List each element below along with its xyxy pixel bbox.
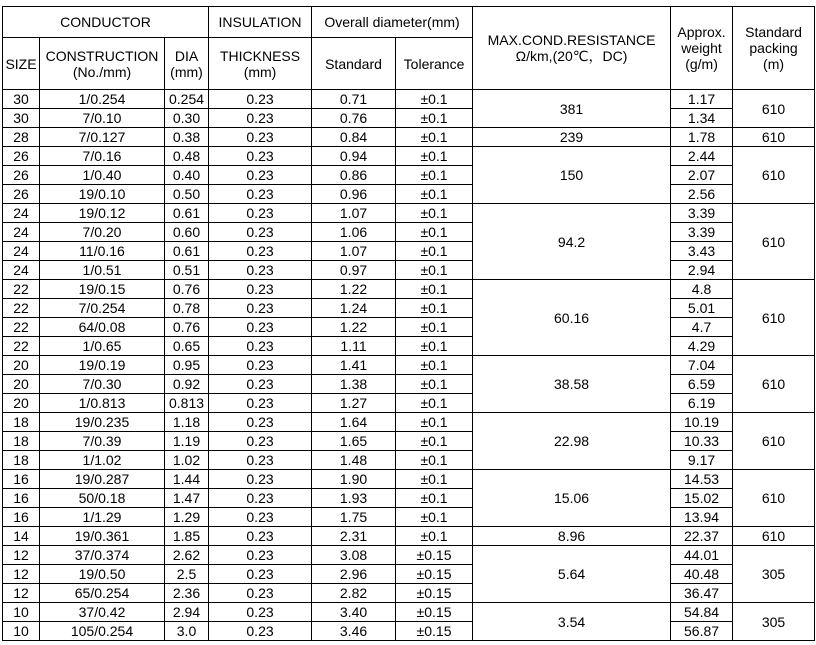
dia-cell: 0.813 xyxy=(165,394,209,413)
weight-cell: 14.53 xyxy=(671,470,733,489)
standard-cell: 1.38 xyxy=(312,375,396,394)
construction-cell: 19/0.361 xyxy=(40,527,165,546)
dia-cell: 0.65 xyxy=(165,337,209,356)
standard-cell: 1.41 xyxy=(312,356,396,375)
tolerance-cell: ±0.1 xyxy=(396,261,473,280)
thickness-cell: 0.23 xyxy=(209,166,312,185)
tolerance-cell: ±0.1 xyxy=(396,128,473,147)
packing-cell: 610 xyxy=(733,527,815,546)
resistance-cell: 8.96 xyxy=(473,527,671,546)
construction-cell: 37/0.42 xyxy=(40,603,165,622)
weight-cell: 5.01 xyxy=(671,299,733,318)
dia-cell: 2.36 xyxy=(165,584,209,603)
table-row xyxy=(3,204,815,223)
thickness-cell: 0.23 xyxy=(209,109,312,128)
tolerance-cell: ±0.1 xyxy=(396,356,473,375)
weight-cell: 15.02 xyxy=(671,489,733,508)
tolerance-cell: ±0.1 xyxy=(396,375,473,394)
size-cell: 16 xyxy=(3,489,40,508)
tolerance-cell: ±0.1 xyxy=(396,489,473,508)
packing-cell: 305 xyxy=(733,603,815,641)
thickness-cell: 0.23 xyxy=(209,489,312,508)
standard-cell: 1.27 xyxy=(312,394,396,413)
standard-cell: 0.71 xyxy=(312,90,396,109)
packing-header-line3: (m) xyxy=(763,56,785,72)
table-row xyxy=(3,432,815,451)
size-cell: 22 xyxy=(3,318,40,337)
resistance-cell: 239 xyxy=(473,128,671,147)
standard-cell: 3.08 xyxy=(312,546,396,565)
construction-cell: 7/0.127 xyxy=(40,128,165,147)
thickness-cell: 0.23 xyxy=(209,451,312,470)
resistance-cell: 150 xyxy=(473,147,671,204)
table-row xyxy=(3,356,815,375)
construction-cell: 7/0.20 xyxy=(40,223,165,242)
dia-cell: 1.85 xyxy=(165,527,209,546)
dia-cell: 0.40 xyxy=(165,166,209,185)
weight-header xyxy=(671,7,733,90)
insulation-header: INSULATION xyxy=(209,7,312,38)
weight-cell: 7.04 xyxy=(671,356,733,375)
construction-cell: 7/0.30 xyxy=(40,375,165,394)
standard-cell: 1.24 xyxy=(312,299,396,318)
dia-cell: 2.62 xyxy=(165,546,209,565)
thickness-cell: 0.23 xyxy=(209,565,312,584)
packing-cell: 610 xyxy=(733,356,815,413)
overall-diameter-header: Overall diameter(mm) xyxy=(312,7,473,38)
construction-cell: 37/0.374 xyxy=(40,546,165,565)
thickness-cell: 0.23 xyxy=(209,546,312,565)
dia-cell: 1.19 xyxy=(165,432,209,451)
dia-cell: 0.61 xyxy=(165,204,209,223)
dia-cell: 0.95 xyxy=(165,356,209,375)
dia-cell: 1.29 xyxy=(165,508,209,527)
standard-cell: 0.96 xyxy=(312,185,396,204)
thickness-cell: 0.23 xyxy=(209,375,312,394)
construction-cell: 50/0.18 xyxy=(40,489,165,508)
dia-cell: 2.5 xyxy=(165,565,209,584)
size-cell: 18 xyxy=(3,451,40,470)
thickness-header xyxy=(209,38,312,90)
construction-cell: 19/0.10 xyxy=(40,185,165,204)
tolerance-cell: ±0.1 xyxy=(396,242,473,261)
dia-cell: 0.254 xyxy=(165,90,209,109)
dia-cell: 0.38 xyxy=(165,128,209,147)
standard-cell: 0.97 xyxy=(312,261,396,280)
table-row xyxy=(3,223,815,242)
tolerance-cell: ±0.1 xyxy=(396,451,473,470)
thickness-cell: 0.23 xyxy=(209,242,312,261)
weight-header-line2: weight xyxy=(681,40,722,56)
cable-spec-table xyxy=(2,6,815,641)
construction-cell: 7/0.254 xyxy=(40,299,165,318)
table-row xyxy=(3,489,815,508)
weight-cell: 3.39 xyxy=(671,204,733,223)
size-cell: 12 xyxy=(3,565,40,584)
weight-cell: 4.7 xyxy=(671,318,733,337)
table-row xyxy=(3,318,815,337)
dia-cell: 0.48 xyxy=(165,147,209,166)
size-cell: 12 xyxy=(3,584,40,603)
dia-cell: 0.50 xyxy=(165,185,209,204)
dia-header-line1: DIA xyxy=(174,47,199,64)
standard-cell: 0.94 xyxy=(312,147,396,166)
weight-cell: 10.33 xyxy=(671,432,733,451)
thickness-cell: 0.23 xyxy=(209,470,312,489)
resistance-cell: 381 xyxy=(473,90,671,128)
construction-cell: 7/0.39 xyxy=(40,432,165,451)
weight-cell: 40.48 xyxy=(671,565,733,584)
weight-cell: 3.39 xyxy=(671,223,733,242)
thickness-cell: 0.23 xyxy=(209,622,312,641)
tolerance-cell: ±0.1 xyxy=(396,90,473,109)
standard-header: Standard xyxy=(312,38,396,90)
weight-cell: 1.17 xyxy=(671,90,733,109)
resistance-cell: 5.64 xyxy=(473,546,671,603)
tolerance-cell: ±0.1 xyxy=(396,299,473,318)
construction-cell: 19/0.19 xyxy=(40,356,165,375)
tolerance-cell: ±0.15 xyxy=(396,622,473,641)
thickness-cell: 0.23 xyxy=(209,603,312,622)
weight-cell: 54.84 xyxy=(671,603,733,622)
dia-cell: 0.60 xyxy=(165,223,209,242)
table-row xyxy=(3,527,815,546)
standard-cell: 1.90 xyxy=(312,470,396,489)
table-row xyxy=(3,375,815,394)
standard-cell: 1.07 xyxy=(312,204,396,223)
dia-cell: 0.76 xyxy=(165,318,209,337)
weight-cell: 2.56 xyxy=(671,185,733,204)
standard-cell: 1.75 xyxy=(312,508,396,527)
size-cell: 18 xyxy=(3,432,40,451)
size-cell: 26 xyxy=(3,166,40,185)
thickness-cell: 0.23 xyxy=(209,204,312,223)
construction-cell: 105/0.254 xyxy=(40,622,165,641)
dia-cell: 0.61 xyxy=(165,242,209,261)
weight-cell: 4.29 xyxy=(671,337,733,356)
construction-cell: 19/0.235 xyxy=(40,413,165,432)
construction-cell: 19/0.287 xyxy=(40,470,165,489)
weight-cell: 22.37 xyxy=(671,527,733,546)
size-cell: 20 xyxy=(3,375,40,394)
resistance-cell: 3.54 xyxy=(473,603,671,641)
resistance-header xyxy=(473,7,671,90)
thickness-cell: 0.23 xyxy=(209,432,312,451)
table-row xyxy=(3,337,815,356)
tolerance-cell: ±0.1 xyxy=(396,527,473,546)
size-cell: 12 xyxy=(3,546,40,565)
tolerance-cell: ±0.1 xyxy=(396,508,473,527)
standard-cell: 1.22 xyxy=(312,318,396,337)
standard-cell: 1.22 xyxy=(312,280,396,299)
size-cell: 28 xyxy=(3,128,40,147)
standard-cell: 2.82 xyxy=(312,584,396,603)
standard-cell: 2.31 xyxy=(312,527,396,546)
standard-cell: 1.07 xyxy=(312,242,396,261)
thickness-cell: 0.23 xyxy=(209,261,312,280)
construction-cell: 7/0.16 xyxy=(40,147,165,166)
packing-cell: 610 xyxy=(733,413,815,470)
resistance-cell: 15.06 xyxy=(473,470,671,527)
weight-cell: 1.78 xyxy=(671,128,733,147)
table-row xyxy=(3,603,815,622)
packing-cell: 610 xyxy=(733,147,815,204)
weight-cell: 9.17 xyxy=(671,451,733,470)
dia-cell: 0.76 xyxy=(165,280,209,299)
construction-header-line1: CONSTRUCTION xyxy=(45,47,159,64)
resistance-cell: 60.16 xyxy=(473,280,671,356)
thickness-header-line2: (mm) xyxy=(243,63,277,80)
tolerance-cell: ±0.1 xyxy=(396,185,473,204)
dia-cell: 1.18 xyxy=(165,413,209,432)
table-row xyxy=(3,470,815,489)
size-cell: 10 xyxy=(3,622,40,641)
tolerance-cell: ±0.1 xyxy=(396,223,473,242)
construction-cell: 65/0.254 xyxy=(40,584,165,603)
resistance-cell: 94.2 xyxy=(473,204,671,280)
thickness-cell: 0.23 xyxy=(209,185,312,204)
weight-cell: 44.01 xyxy=(671,546,733,565)
table-row xyxy=(3,147,815,166)
size-header: SIZE xyxy=(3,38,40,90)
table-body xyxy=(3,90,815,641)
thickness-cell: 0.23 xyxy=(209,337,312,356)
size-cell: 14 xyxy=(3,527,40,546)
weight-cell: 2.94 xyxy=(671,261,733,280)
packing-cell: 610 xyxy=(733,90,815,128)
standard-cell: 3.40 xyxy=(312,603,396,622)
dia-cell: 3.0 xyxy=(165,622,209,641)
tolerance-cell: ±0.15 xyxy=(396,584,473,603)
construction-cell: 7/0.10 xyxy=(40,109,165,128)
table-row xyxy=(3,394,815,413)
construction-cell: 19/0.12 xyxy=(40,204,165,223)
table-row xyxy=(3,299,815,318)
weight-cell: 10.19 xyxy=(671,413,733,432)
weight-cell: 2.44 xyxy=(671,147,733,166)
thickness-cell: 0.23 xyxy=(209,147,312,166)
tolerance-cell: ±0.1 xyxy=(396,166,473,185)
tolerance-cell: ±0.1 xyxy=(396,394,473,413)
weight-cell: 13.94 xyxy=(671,508,733,527)
dia-cell: 1.02 xyxy=(165,451,209,470)
standard-cell: 1.48 xyxy=(312,451,396,470)
resistance-cell: 22.98 xyxy=(473,413,671,470)
thickness-cell: 0.23 xyxy=(209,90,312,109)
weight-cell: 36.47 xyxy=(671,584,733,603)
construction-cell: 1/0.813 xyxy=(40,394,165,413)
size-cell: 10 xyxy=(3,603,40,622)
table-row xyxy=(3,109,815,128)
construction-cell: 1/0.65 xyxy=(40,337,165,356)
table-row xyxy=(3,261,815,280)
standard-cell: 1.65 xyxy=(312,432,396,451)
construction-header xyxy=(40,38,165,90)
tolerance-cell: ±0.1 xyxy=(396,337,473,356)
weight-cell: 6.59 xyxy=(671,375,733,394)
weight-cell: 56.87 xyxy=(671,622,733,641)
size-cell: 26 xyxy=(3,147,40,166)
standard-cell: 0.86 xyxy=(312,166,396,185)
packing-cell: 610 xyxy=(733,470,815,527)
construction-cell: 1/1.29 xyxy=(40,508,165,527)
tolerance-cell: ±0.1 xyxy=(396,413,473,432)
dia-cell: 0.78 xyxy=(165,299,209,318)
size-cell: 24 xyxy=(3,204,40,223)
size-cell: 20 xyxy=(3,394,40,413)
construction-cell: 64/0.08 xyxy=(40,318,165,337)
tolerance-cell: ±0.15 xyxy=(396,565,473,584)
weight-cell: 2.07 xyxy=(671,166,733,185)
size-cell: 18 xyxy=(3,413,40,432)
thickness-cell: 0.23 xyxy=(209,299,312,318)
construction-cell: 11/0.16 xyxy=(40,242,165,261)
size-cell: 22 xyxy=(3,280,40,299)
size-cell: 16 xyxy=(3,508,40,527)
tolerance-cell: ±0.1 xyxy=(396,109,473,128)
tolerance-cell: ±0.1 xyxy=(396,280,473,299)
dia-header-line2: (mm) xyxy=(170,63,203,80)
table-row xyxy=(3,185,815,204)
packing-header-line1: Standard xyxy=(745,24,802,40)
packing-cell: 610 xyxy=(733,280,815,356)
dia-cell: 0.92 xyxy=(165,375,209,394)
tolerance-cell: ±0.15 xyxy=(396,546,473,565)
table-row xyxy=(3,565,815,584)
size-cell: 24 xyxy=(3,242,40,261)
packing-cell: 610 xyxy=(733,204,815,280)
thickness-cell: 0.23 xyxy=(209,318,312,337)
thickness-cell: 0.23 xyxy=(209,413,312,432)
size-cell: 30 xyxy=(3,90,40,109)
table-row xyxy=(3,242,815,261)
tolerance-cell: ±0.1 xyxy=(396,432,473,451)
size-cell: 22 xyxy=(3,337,40,356)
table-row xyxy=(3,128,815,147)
standard-cell: 2.96 xyxy=(312,565,396,584)
dia-cell: 1.47 xyxy=(165,489,209,508)
weight-header-line3: (g/m) xyxy=(685,56,718,72)
tolerance-cell: ±0.1 xyxy=(396,318,473,337)
size-cell: 30 xyxy=(3,109,40,128)
tolerance-cell: ±0.1 xyxy=(396,147,473,166)
weight-cell: 6.19 xyxy=(671,394,733,413)
dia-cell: 1.44 xyxy=(165,470,209,489)
packing-cell: 610 xyxy=(733,128,815,147)
packing-cell: 305 xyxy=(733,546,815,603)
table-row xyxy=(3,90,815,109)
resistance-header-line1: MAX.COND.RESISTANCE xyxy=(487,32,656,48)
construction-cell: 19/0.15 xyxy=(40,280,165,299)
table-row xyxy=(3,451,815,470)
table-row xyxy=(3,508,815,527)
standard-cell: 0.84 xyxy=(312,128,396,147)
size-cell: 26 xyxy=(3,185,40,204)
resistance-header-line2: Ω/km,(20℃，DC) xyxy=(515,48,628,64)
thickness-cell: 0.23 xyxy=(209,527,312,546)
tolerance-cell: ±0.15 xyxy=(396,603,473,622)
weight-header-line1: Approx. xyxy=(677,24,726,40)
tolerance-cell: ±0.1 xyxy=(396,470,473,489)
table-row xyxy=(3,280,815,299)
tolerance-header: Tolerance xyxy=(396,38,473,90)
size-cell: 20 xyxy=(3,356,40,375)
dia-header xyxy=(165,38,209,90)
table-row xyxy=(3,166,815,185)
thickness-cell: 0.23 xyxy=(209,128,312,147)
weight-cell: 4.8 xyxy=(671,280,733,299)
thickness-cell: 0.23 xyxy=(209,394,312,413)
dia-cell: 0.30 xyxy=(165,109,209,128)
construction-header-line2: (No./mm) xyxy=(72,63,132,80)
standard-cell: 3.46 xyxy=(312,622,396,641)
thickness-cell: 0.23 xyxy=(209,356,312,375)
thickness-cell: 0.23 xyxy=(209,584,312,603)
table-row xyxy=(3,622,815,641)
conductor-header: CONDUCTOR xyxy=(3,7,209,38)
table-row xyxy=(3,413,815,432)
construction-cell: 1/0.40 xyxy=(40,166,165,185)
standard-cell: 1.93 xyxy=(312,489,396,508)
resistance-cell: 38.58 xyxy=(473,356,671,413)
construction-cell: 19/0.50 xyxy=(40,565,165,584)
table-row xyxy=(3,584,815,603)
thickness-cell: 0.23 xyxy=(209,223,312,242)
construction-cell: 1/0.254 xyxy=(40,90,165,109)
construction-cell: 1/1.02 xyxy=(40,451,165,470)
dia-cell: 2.94 xyxy=(165,603,209,622)
thickness-header-line1: THICKNESS xyxy=(219,47,301,64)
dia-cell: 0.51 xyxy=(165,261,209,280)
size-cell: 24 xyxy=(3,223,40,242)
weight-cell: 3.43 xyxy=(671,242,733,261)
packing-header-line2: packing xyxy=(749,40,798,56)
size-cell: 16 xyxy=(3,470,40,489)
standard-cell: 1.11 xyxy=(312,337,396,356)
construction-cell: 1/0.51 xyxy=(40,261,165,280)
thickness-cell: 0.23 xyxy=(209,280,312,299)
packing-header xyxy=(733,7,815,90)
thickness-cell: 0.23 xyxy=(209,508,312,527)
weight-cell: 1.34 xyxy=(671,109,733,128)
standard-cell: 0.76 xyxy=(312,109,396,128)
tolerance-cell: ±0.1 xyxy=(396,204,473,223)
size-cell: 22 xyxy=(3,299,40,318)
size-cell: 24 xyxy=(3,261,40,280)
standard-cell: 1.64 xyxy=(312,413,396,432)
table-row xyxy=(3,546,815,565)
standard-cell: 1.06 xyxy=(312,223,396,242)
